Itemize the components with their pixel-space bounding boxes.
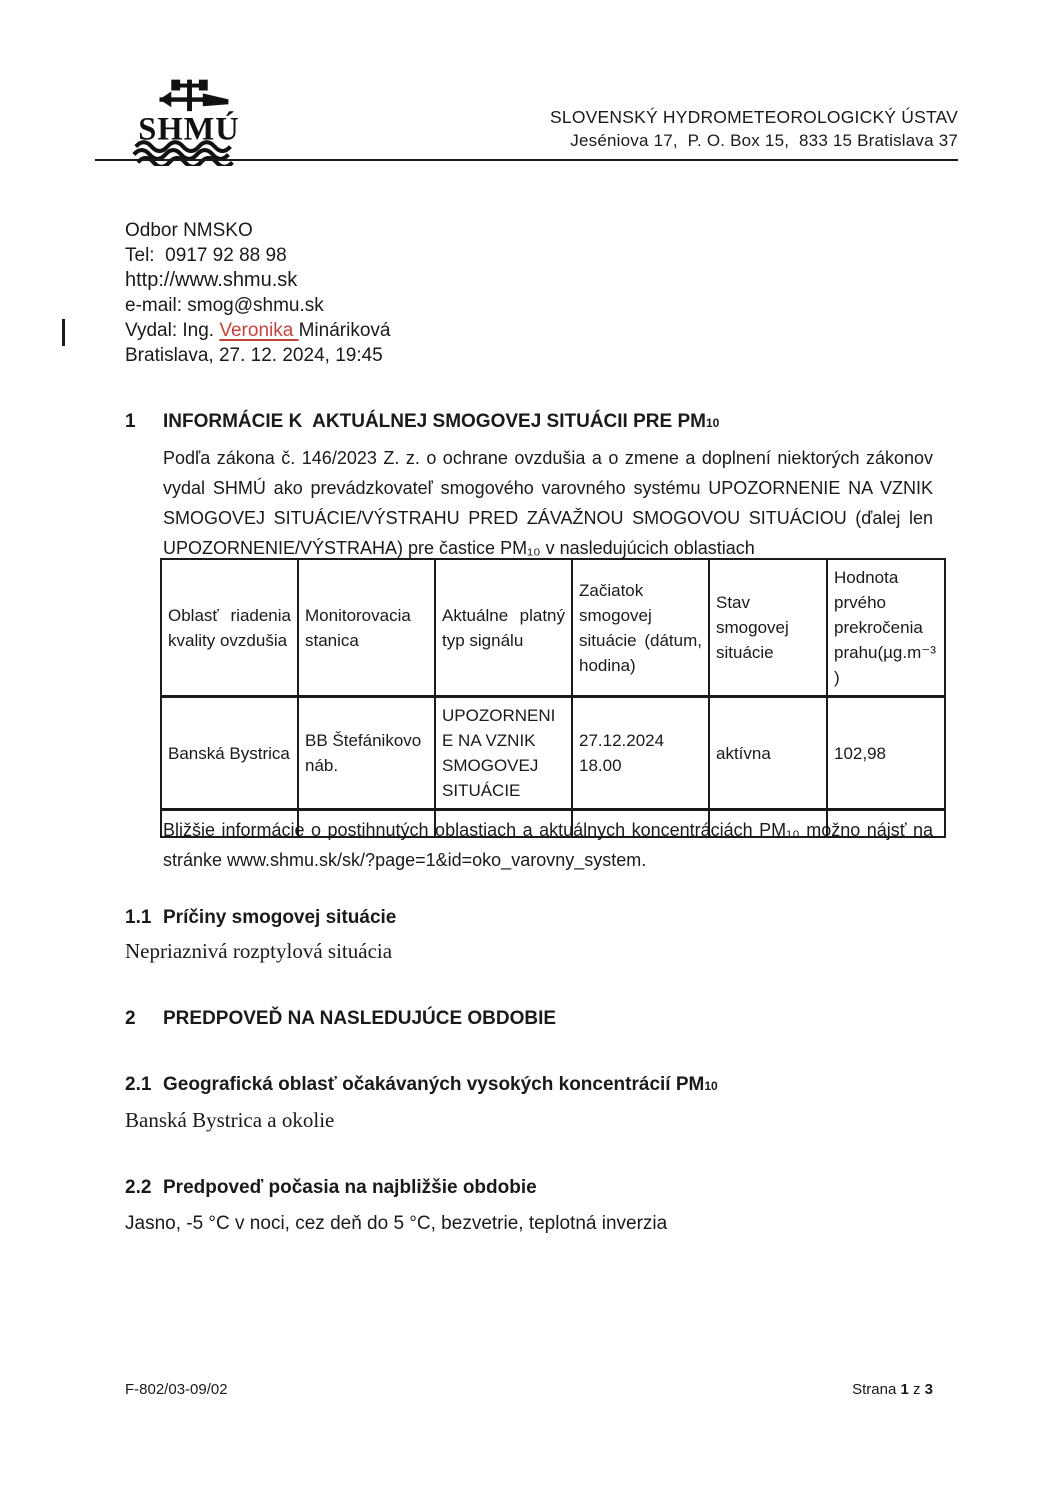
form-code: F-802/03-09/02 xyxy=(125,1381,228,1398)
table-header-cell: Začiatok smogovej situácie (dátum, hodina) xyxy=(572,559,709,697)
section-2-number: 2 xyxy=(125,1008,136,1029)
pm10-subscript: 10 xyxy=(705,416,720,430)
smog-cause-text: Nepriaznivá rozptylová situácia xyxy=(125,939,393,963)
section-1-title: INFORMÁCIE K AKTUÁLNEJ SMOGOVEJ SITUÁCII PRE PM10 xyxy=(163,411,720,432)
table-header-cell: Monitorovacia stanica xyxy=(298,559,435,697)
issued-by-suffix: Mináriková xyxy=(298,320,391,341)
issued-by-line xyxy=(125,318,390,343)
revision-change-bar xyxy=(62,319,65,346)
page-current: 1 xyxy=(900,1381,909,1398)
contact-block xyxy=(125,218,390,368)
expected-area-text: Banská Bystrica a okolie xyxy=(125,1108,335,1132)
page-separator: z xyxy=(908,1381,925,1398)
table-header-cell: Hodnota prvého prekročenia prahu(µg.m⁻³) xyxy=(827,559,945,697)
more-info-note: Bližšie informácie o postihnutých oblastiach a aktuálnych koncentráciách PM₁₀ možno nájsť na stránke www.shmu.sk/sk/?page=1&id=oko_varovny_system. xyxy=(163,820,933,870)
section-1-1-title: Príčiny smogovej situácie xyxy=(163,907,397,928)
table-cell-value: 102,98 xyxy=(827,697,945,810)
contact-department: Odbor NMSKO xyxy=(125,220,253,241)
table-cell-status: aktívna xyxy=(709,697,827,810)
section-1-1-heading xyxy=(125,906,935,930)
logo-text: SHMÚ xyxy=(138,111,240,148)
section-1-paragraph: Podľa zákona č. 146/2023 Z. z. o ochrane ovzdušia a o zmene a doplnení niektorých zákonov vydal SHMÚ ako prevádzkovateľ smogového varovného systému UPOZORNENIE NA VZNIK SMOGOVEJ SITUÁCIE/VÝSTRAHU PRED ZÁVAŽNOU SMOGOVOU SITUÁCIOU (ďalej len UPOZORNENIE/VÝSTRAHA) pre častice PM₁₀ v nasledujúcich oblastiach xyxy=(163,448,933,558)
table-header-row xyxy=(161,559,945,697)
section-1-heading xyxy=(125,410,935,435)
pm10-subscript: 10 xyxy=(704,1079,718,1093)
contact-phone: Tel: 0917 92 88 98 xyxy=(125,245,287,266)
table-header-cell: Stav smogovej situácie xyxy=(709,559,827,697)
org-header xyxy=(338,106,958,152)
wind-vane-icon xyxy=(159,80,228,112)
issued-by-prefix: Vydal: Ing. xyxy=(125,320,220,341)
section-2-2-title: Predpoveď počasia na najbližšie obdobie xyxy=(163,1177,537,1198)
shmu-logo-graphic xyxy=(126,76,254,166)
table-cell-station: BB Štefánikovo náb. xyxy=(298,697,435,810)
header-divider xyxy=(95,159,958,161)
table-cell-start: 27.12.2024 18.00 xyxy=(572,697,709,810)
section-2-1-title: Geografická oblasť očakávaných vysokých koncentrácií PM10 xyxy=(163,1074,718,1095)
smog-situation-table xyxy=(160,558,946,838)
page-indicator xyxy=(852,1381,933,1398)
section-2-1-heading xyxy=(125,1073,935,1098)
table-header-cell: Oblasť riadenia kvality ovzdušia xyxy=(161,559,298,697)
section-2-heading xyxy=(125,1007,935,1031)
org-address: Jeséniova 17, P. O. Box 15, 833 15 Bratislava 37 xyxy=(570,131,958,150)
table-cell-area: Banská Bystrica xyxy=(161,697,298,810)
contact-email: e-mail: smog@shmu.sk xyxy=(125,295,324,316)
section-2-1-number: 2.1 xyxy=(125,1074,152,1095)
page-total: 3 xyxy=(924,1381,933,1398)
org-name: SLOVENSKÝ HYDROMETEOROLOGICKÝ ÚSTAV xyxy=(550,107,958,127)
table-row xyxy=(161,697,945,810)
place-date-line: Bratislava, 27. 12. 2024, 19:45 xyxy=(125,345,383,366)
issued-by-revised-text: Veronika xyxy=(219,320,299,341)
page-label: Strana xyxy=(852,1381,901,1398)
table-header-cell: Aktuálne platný typ signálu xyxy=(435,559,572,697)
weather-forecast-text: Jasno, -5 °C v noci, cez deň do 5 °C, bezvetrie, teplotná inverzia xyxy=(125,1213,668,1234)
section-1-number: 1 xyxy=(125,411,136,432)
contact-website: http://www.shmu.sk xyxy=(125,269,298,291)
table-cell-signal: UPOZORNENIE NA VZNIK SMOGOVEJ SITUÁCIE xyxy=(435,697,572,810)
section-2-2-heading xyxy=(125,1176,935,1200)
section-2-2-number: 2.2 xyxy=(125,1177,152,1198)
section-2-title: PREDPOVEĎ NA NASLEDUJÚCE OBDOBIE xyxy=(163,1008,557,1029)
section-1-1-number: 1.1 xyxy=(125,907,152,928)
shmu-logo xyxy=(126,76,254,171)
